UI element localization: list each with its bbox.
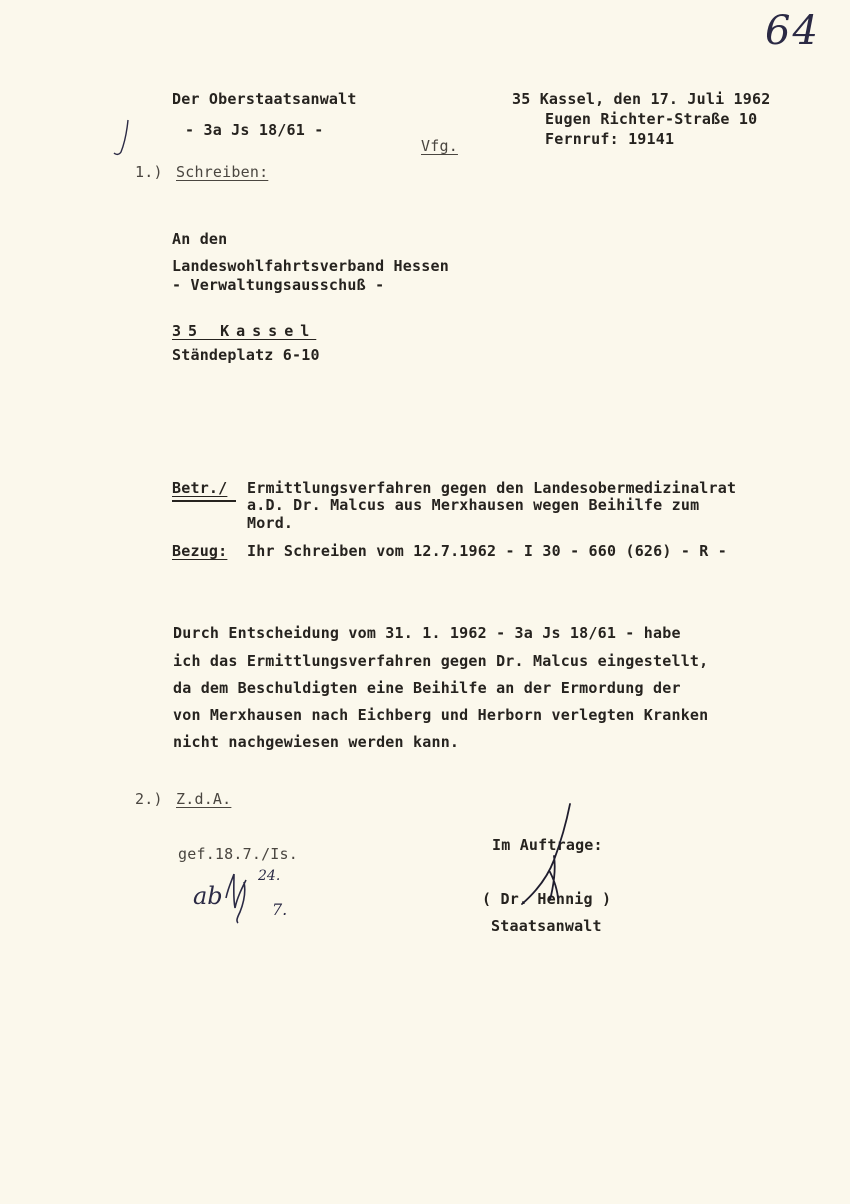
body-line: ich das Ermittlungsverfahren gegen Dr. Malcus eingestellt, <box>173 652 709 670</box>
vfg-label: Vfg. <box>421 137 458 155</box>
body-line: da dem Beschuldigten eine Beihilfe an der Ermordung der <box>173 679 681 697</box>
step-1-number: 1.) <box>135 163 163 181</box>
step-2-label: Z.d.A. <box>176 790 232 808</box>
margin-check-mark <box>112 118 134 158</box>
handwritten-note-month: 7. <box>272 900 288 919</box>
by-order-line: Im Auftrage: <box>492 836 603 854</box>
handwritten-note-day: 24. <box>258 868 281 884</box>
phone-number: Fernruf: 19141 <box>545 130 675 148</box>
address-organization: Landeswohlfahrtsverband Hessen <box>172 257 449 275</box>
handwritten-initials <box>222 868 258 924</box>
step-1-label: Schreiben: <box>176 163 269 181</box>
address-salutation: An den <box>172 230 228 248</box>
body-line: von Merxhausen nach Eichberg und Herborn verlegten Kranken <box>173 706 709 724</box>
place-date: 35 Kassel, den 17. Juli 1962 <box>512 90 771 108</box>
signatory-name: ( Dr. Hennig ) <box>482 890 612 908</box>
reference-text: Ihr Schreiben vom 12.7.1962 - I 30 - 660 (626) - R - <box>247 542 727 560</box>
page-number: 64 <box>765 8 820 54</box>
street-address: Eugen Richter-Straße 10 <box>545 110 758 128</box>
file-reference: - 3a Js 18/61 - <box>185 121 324 139</box>
subject-underline-rule <box>172 500 236 502</box>
subject-line: Mord. <box>247 514 294 532</box>
address-city: 35 Kassel <box>172 322 317 340</box>
step-2-number: 2.) <box>135 790 163 808</box>
address-street: Ständeplatz 6-10 <box>172 346 320 364</box>
handwritten-signature <box>510 800 580 910</box>
handwritten-note-prefix: ab <box>193 882 223 910</box>
authority-heading: Der Oberstaatsanwalt <box>172 90 357 108</box>
body-line: Durch Entscheidung vom 31. 1. 1962 - 3a Js 18/61 - habe <box>173 624 681 642</box>
filed-note: gef.18.7./Is. <box>178 845 298 863</box>
signatory-title: Staatsanwalt <box>491 917 602 935</box>
address-department: - Verwaltungsausschuß - <box>172 276 385 294</box>
subject-line: Ermittlungsverfahren gegen den Landesobermedizinalrat <box>247 479 737 497</box>
subject-line: a.D. Dr. Malcus aus Merxhausen wegen Beihilfe zum <box>247 496 700 514</box>
body-line: nicht nachgewiesen werden kann. <box>173 733 460 751</box>
subject-label: Betr./ <box>172 479 228 497</box>
reference-label: Bezug: <box>172 542 228 560</box>
